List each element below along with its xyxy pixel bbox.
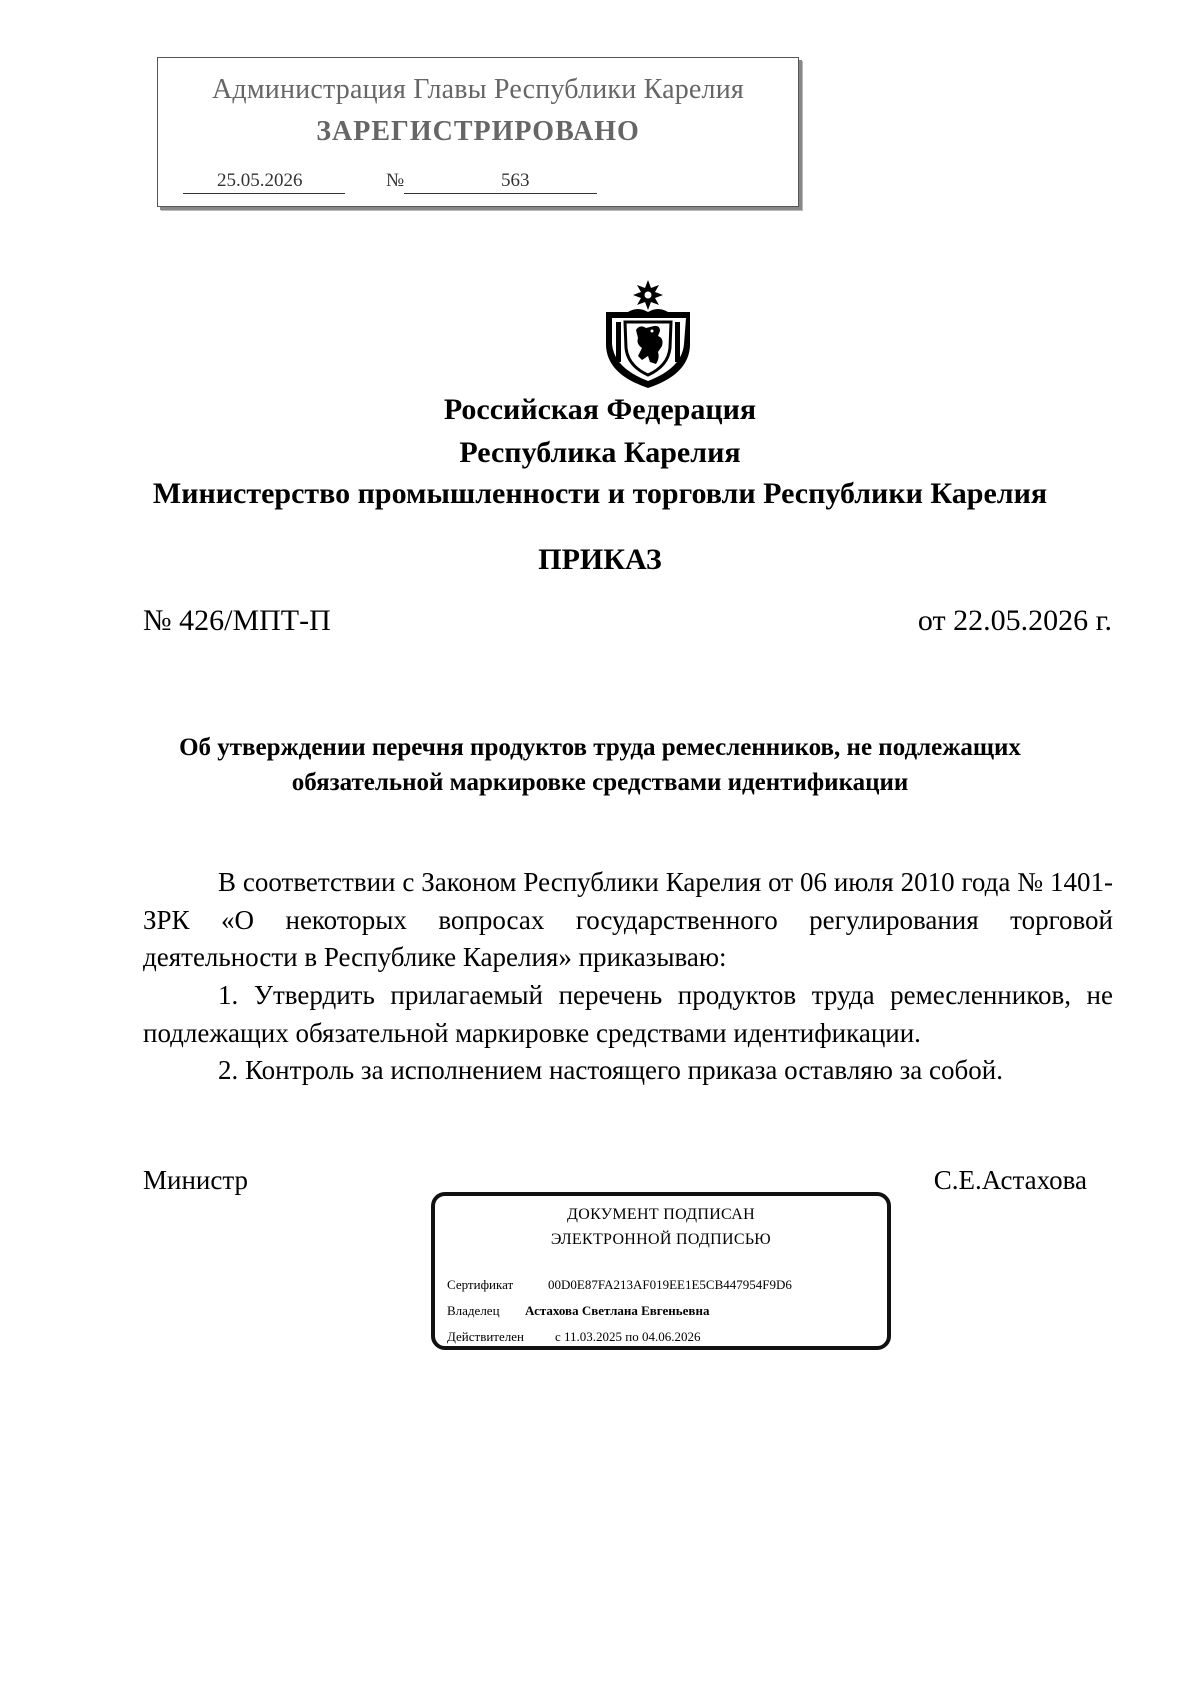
order-date: от 22.05.2026 г. — [917, 604, 1112, 637]
body-paragraph: 2. Контроль за исполнением настоящего приказа оставляю за собой. — [218, 1055, 1003, 1085]
esign-owner-label: Владелец — [447, 1303, 500, 1318]
registration-stamp — [157, 57, 799, 207]
body-paragraph: В соответствии с Законом Республики Карелия от 06 июля 2010 года № 1401-ЗРК «О некоторых вопросах государственного регулирования торговой деятельности в Республике Карелия» приказываю: — [143, 867, 1113, 972]
esign-owner-row — [447, 1303, 710, 1319]
stamp-number: 563 — [501, 170, 530, 191]
stamp-registration-row — [183, 170, 783, 194]
document-subject: Об утверждении перечня продуктов труда ремесленников, не подлежащих обязательной маркировке средствами идентификации — [179, 734, 1021, 796]
stamp-number-sign: № — [386, 170, 405, 191]
esign-certificate-label: Сертификат — [447, 1277, 514, 1292]
esign-validity-value: с 11.03.2025 по 04.06.2026 — [555, 1329, 701, 1344]
date-underline — [183, 193, 345, 194]
esign-validity-row — [447, 1329, 701, 1345]
esign-certificate-row — [447, 1277, 792, 1293]
esign-owner-value: Астахова Светлана Евгеньевна — [525, 1303, 710, 1318]
esign-heading-line1: ДОКУМЕНТ ПОДПИСАН — [567, 1206, 755, 1223]
esign-validity-label: Действителен — [447, 1329, 524, 1344]
esign-heading-line2: ЭЛЕКТРОННОЙ ПОДПИСЬЮ — [550, 1231, 772, 1248]
stamp-status: ЗАРЕГИСТРИРОВАНО — [316, 116, 640, 147]
signer-title: Министр — [143, 1165, 248, 1195]
header-republic: Республика Карелия — [459, 436, 741, 469]
order-number: № 426/МПТ-П — [143, 604, 331, 637]
karelia-coat-of-arms-icon — [600, 278, 696, 390]
number-underline — [404, 193, 597, 194]
stamp-date: 25.05.2026 — [217, 170, 303, 191]
esign-certificate-value: 00D0E87FA213AF019EE1E5CB447954F9D6 — [548, 1277, 792, 1292]
electronic-signature-stamp — [431, 1192, 891, 1350]
header-country: Российская Федерация — [443, 393, 757, 426]
document-type: ПРИКАЗ — [538, 543, 662, 576]
signer-name: С.Е.Астахова — [933, 1165, 1087, 1195]
header-ministry: Министерство промышленности и торговли Республики Карелия — [152, 477, 1048, 510]
body-paragraph: 1. Утвердить прилагаемый перечень продуктов труда ремесленников, не подлежащих обязательной маркировке средствами идентификации. — [143, 980, 1113, 1048]
stamp-organization: Администрация Главы Республики Карелия — [212, 74, 744, 105]
